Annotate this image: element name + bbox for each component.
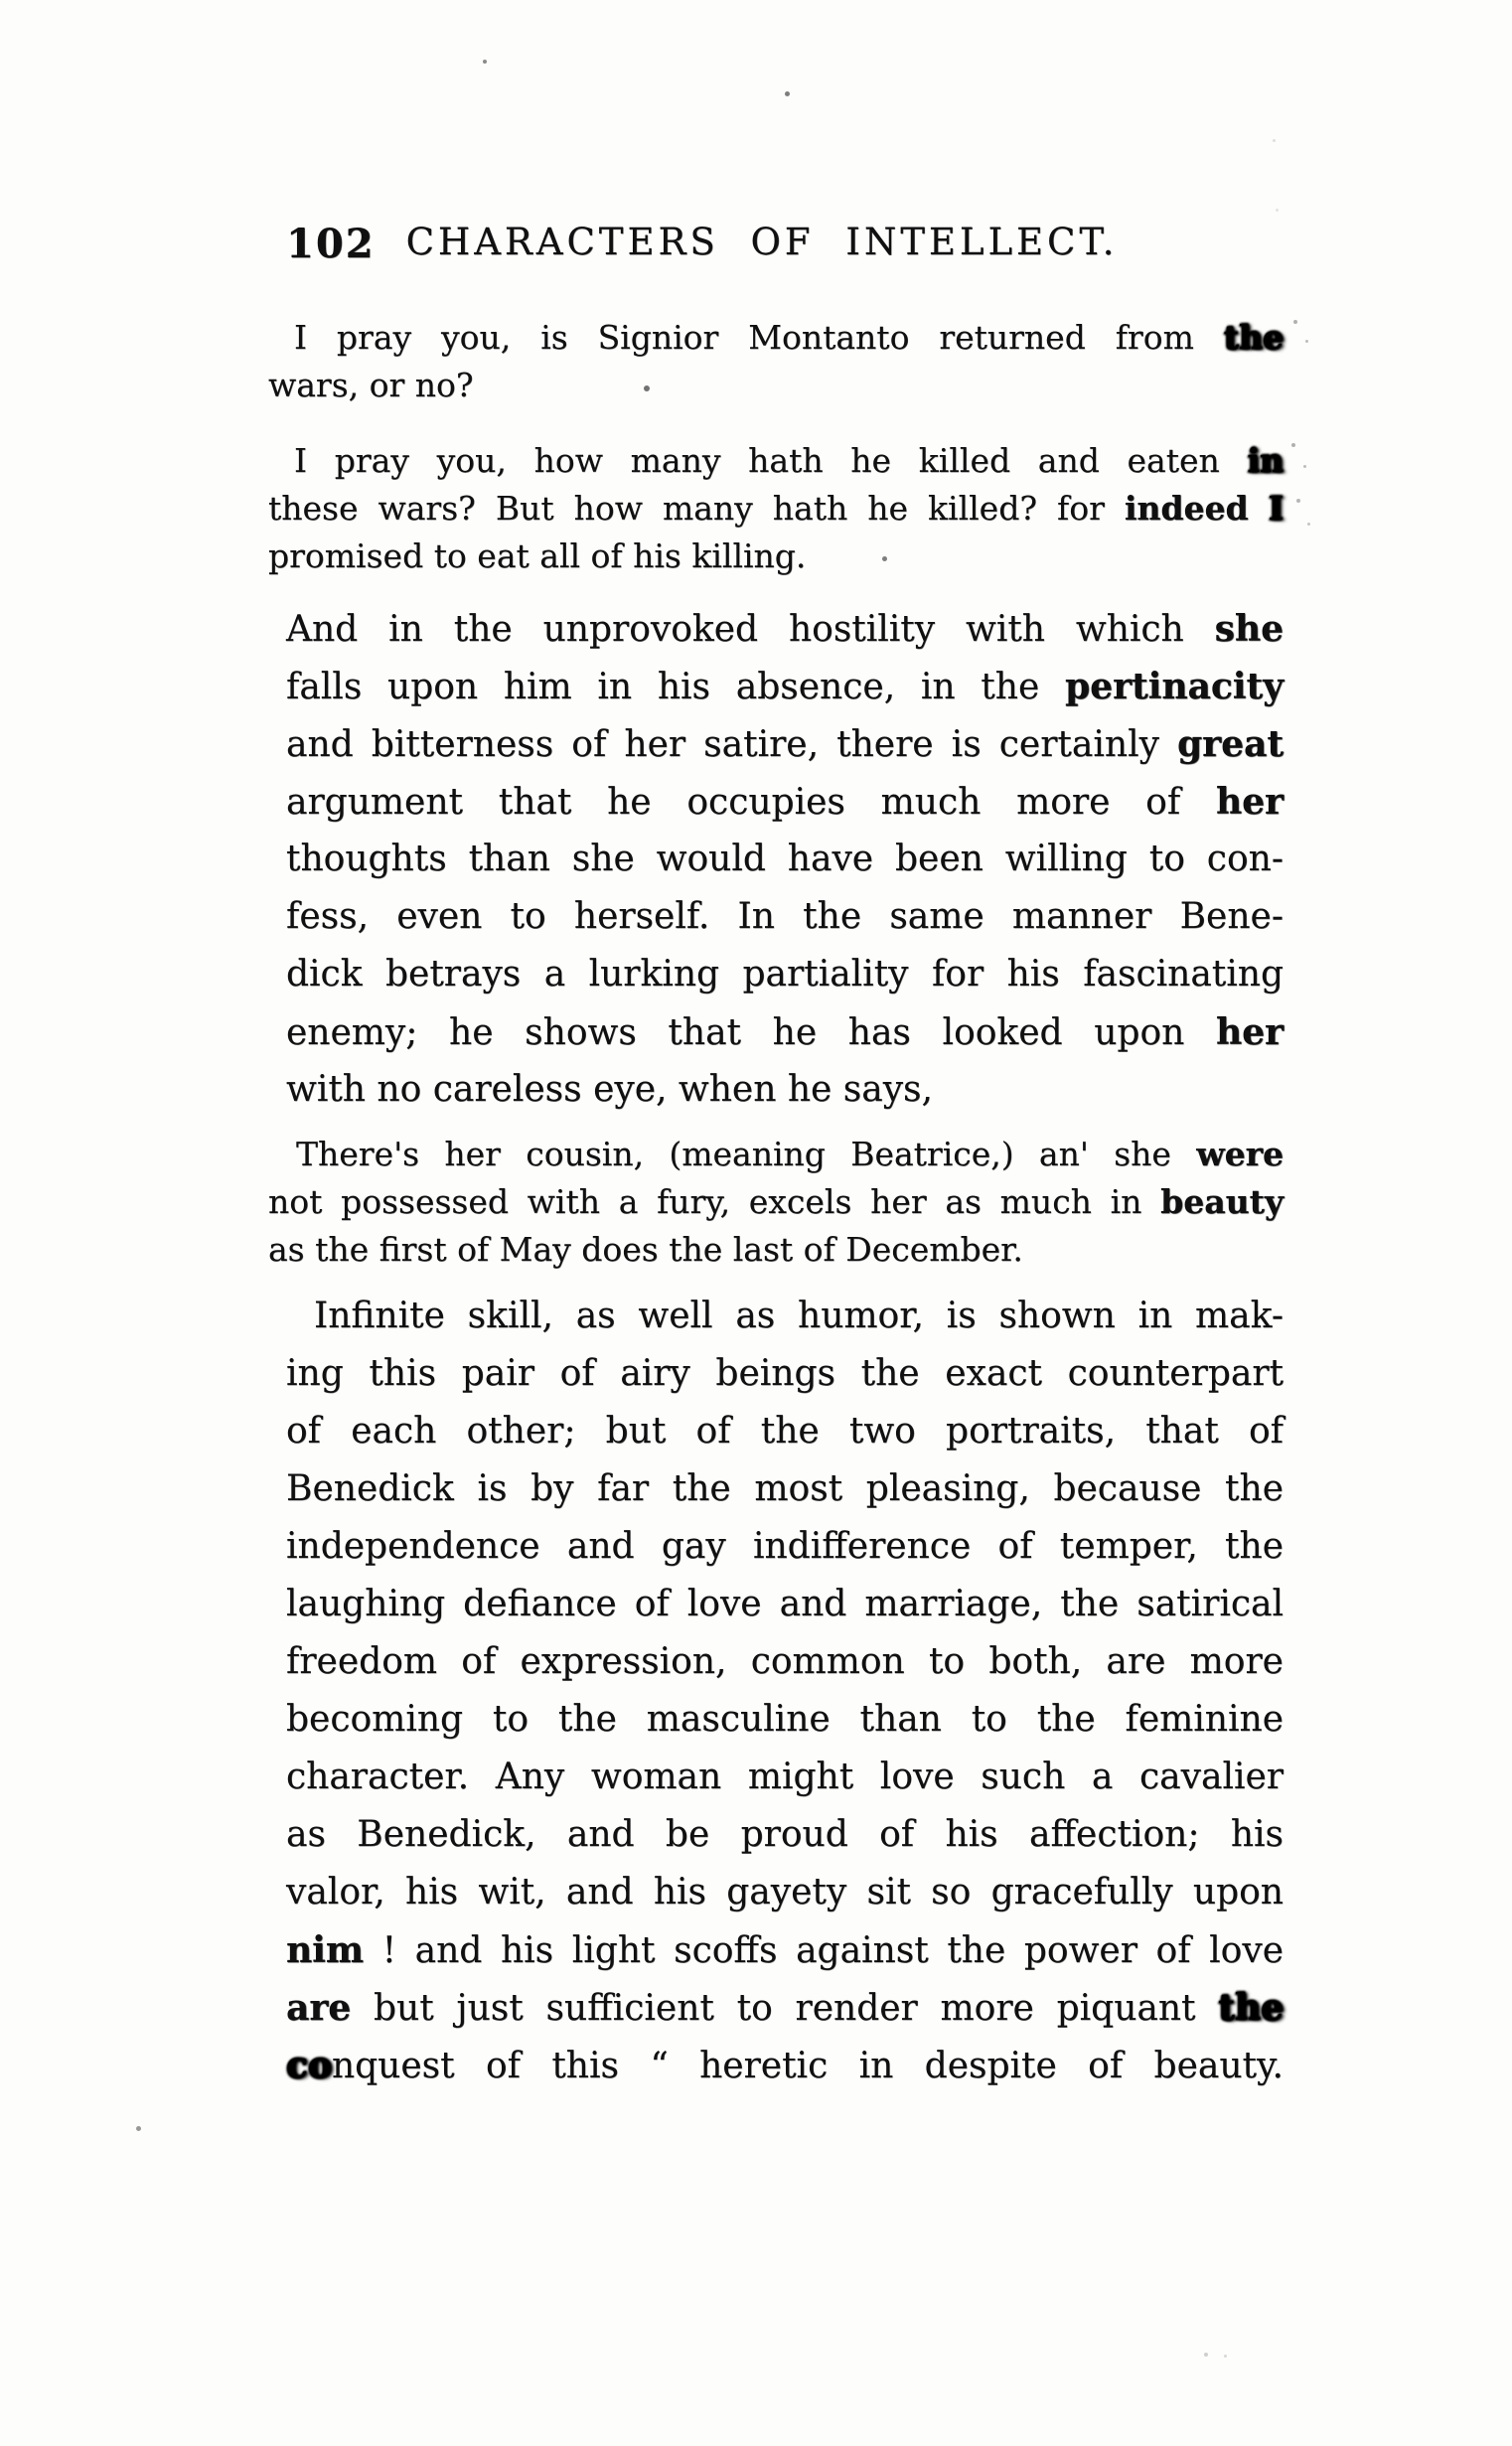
- text-line: [286, 1003, 1284, 1061]
- text-segment: laughing defiance of love and marriage, the satirical: [286, 1584, 1284, 1624]
- text-segment: [1249, 489, 1269, 528]
- text-line: [286, 2037, 1284, 2094]
- text-line: [268, 1178, 1284, 1226]
- text-line: [268, 1226, 1284, 1274]
- scan-speck: [1224, 2355, 1227, 2358]
- text-segment: beauty: [1160, 1182, 1284, 1221]
- text-segment: freedom of expression, common to both, are more: [286, 1641, 1284, 1682]
- scan-speck: [1276, 209, 1279, 212]
- text-segment: wars, or no?: [268, 366, 474, 404]
- text-segment: argument that he occupies much more of: [286, 782, 1216, 823]
- scan-speck: [1204, 2353, 1208, 2357]
- text-segment: her: [1215, 781, 1284, 823]
- text-segment: pertinacity: [1065, 666, 1284, 707]
- text-line: [286, 658, 1284, 715]
- text-segment: falls upon him in his absence, in the: [286, 667, 1065, 707]
- text-segment: valor, his wit, and his gayety sit so gracefully upon: [286, 1872, 1284, 1912]
- quotation-theres-her-cousin: [268, 1131, 1284, 1274]
- text-segment: co: [286, 2045, 332, 2086]
- text-line: [286, 773, 1284, 831]
- text-line: [268, 314, 1284, 362]
- scan-speck: [1296, 499, 1300, 503]
- text-segment: the: [1223, 318, 1284, 357]
- text-segment: independence and gay indifference of temper, the: [286, 1526, 1284, 1567]
- text-segment: enemy; he shows that he has looked upon: [286, 1012, 1216, 1053]
- text-line: [286, 600, 1284, 658]
- scan-speck: [1305, 340, 1308, 343]
- text-segment: these wars? But how many hath he killed? for: [268, 489, 1125, 528]
- text-line: [286, 715, 1284, 773]
- text-segment: I: [1268, 489, 1284, 528]
- text-segment: nquest of this “ heretic in despite of beauty.: [331, 2046, 1284, 2086]
- text-segment: and bitterness of her satire, there is certainly: [286, 724, 1177, 765]
- text-line: [286, 1806, 1284, 1864]
- text-line: [286, 1403, 1284, 1460]
- text-line: [286, 1691, 1284, 1749]
- text-segment: becoming to the masculine than to the feminine: [286, 1699, 1284, 1740]
- text-segment: her: [1215, 1011, 1284, 1053]
- paragraph-unprovoked-hostility: [268, 600, 1284, 1119]
- text-line: [286, 1864, 1284, 1921]
- quotation-killed-and-eaten: [268, 437, 1284, 580]
- text-segment: There's her cousin, (meaning Beatrice,) an' she: [296, 1135, 1197, 1173]
- text-line: [286, 888, 1284, 946]
- scan-speck: [1303, 465, 1306, 468]
- text-segment: indeed: [1124, 489, 1249, 528]
- text-segment: with no careless eye, when he says,: [286, 1069, 933, 1110]
- text-line: [286, 1460, 1284, 1518]
- text-segment: character. Any woman might love such a cavalier: [286, 1757, 1284, 1797]
- text-segment: not possessed with a fury, excels her as much in: [268, 1182, 1161, 1221]
- text-line: [286, 1345, 1284, 1403]
- text-line: [286, 1061, 1284, 1119]
- scan-speck: [644, 385, 650, 391]
- text-line: [268, 485, 1284, 533]
- text-line: [286, 1576, 1284, 1633]
- text-segment: but just sufficient to render more piquant: [351, 1988, 1219, 2029]
- text-line: [286, 1518, 1284, 1576]
- scan-speck: [785, 91, 790, 96]
- text-segment: in: [1247, 441, 1284, 480]
- scan-speck: [882, 556, 887, 561]
- text-segment: I pray you, how many hath he killed and eaten: [294, 441, 1248, 480]
- text-segment: were: [1196, 1135, 1284, 1173]
- text-segment: Benedick is by far the most pleasing, because the: [286, 1468, 1284, 1509]
- text-segment: ing this pair of airy beings the exact counterpart: [286, 1353, 1284, 1394]
- text-line: [286, 1979, 1284, 2037]
- text-line: [286, 1633, 1284, 1691]
- text-line: [268, 362, 1284, 409]
- text-segment: nim: [286, 1929, 364, 1971]
- text-line: [286, 946, 1284, 1003]
- text-line: [286, 1288, 1284, 1345]
- text-segment: ! and his light scoffs against the power of love: [363, 1930, 1284, 1971]
- text-line: [286, 1921, 1284, 1979]
- text-line: [268, 1131, 1284, 1178]
- text-line: [268, 533, 1284, 580]
- text-segment: And in the unprovoked hostility with which: [286, 609, 1215, 650]
- text-segment: of each other; but of the two portraits, that of: [286, 1411, 1284, 1452]
- text-segment: fess, even to herself. In the same manner Bene-: [286, 896, 1284, 937]
- text-line: [286, 1749, 1284, 1806]
- scan-speck: [483, 60, 487, 64]
- scan-speck: [1293, 320, 1297, 324]
- text-line: [268, 437, 1284, 485]
- scan-speck: [136, 2126, 141, 2131]
- text-block: [268, 221, 1284, 2094]
- scan-speck: [1273, 139, 1276, 142]
- text-segment: as Benedick, and be proud of his affection; his: [286, 1814, 1284, 1855]
- page-number: 102: [286, 221, 376, 267]
- text-segment: promised to eat all of his killing.: [268, 536, 807, 575]
- text-segment: dick betrays a lurking partiality for his fascinating: [286, 954, 1284, 994]
- quotation-montanto: [268, 314, 1284, 409]
- scan-speck: [1307, 523, 1310, 526]
- text-segment: she: [1214, 608, 1284, 650]
- text-segment: I pray you, is Signior Montanto returned from: [294, 318, 1224, 357]
- text-segment: thoughts than she would have been willing to con-: [286, 839, 1284, 879]
- text-segment: the: [1218, 1987, 1284, 2029]
- paragraph-infinite-skill: [268, 1288, 1284, 2094]
- text-segment: are: [286, 1987, 352, 2029]
- scan-speck: [1291, 443, 1295, 447]
- page-header: [268, 221, 1284, 267]
- text-line: [286, 831, 1284, 888]
- running-title: CHARACTERS OF INTELLECT.: [405, 221, 1119, 263]
- text-segment: as the first of May does the last of December.: [268, 1230, 1023, 1269]
- text-segment: Infinite skill, as well as humor, is shown in mak-: [314, 1296, 1284, 1336]
- text-segment: great: [1177, 723, 1284, 765]
